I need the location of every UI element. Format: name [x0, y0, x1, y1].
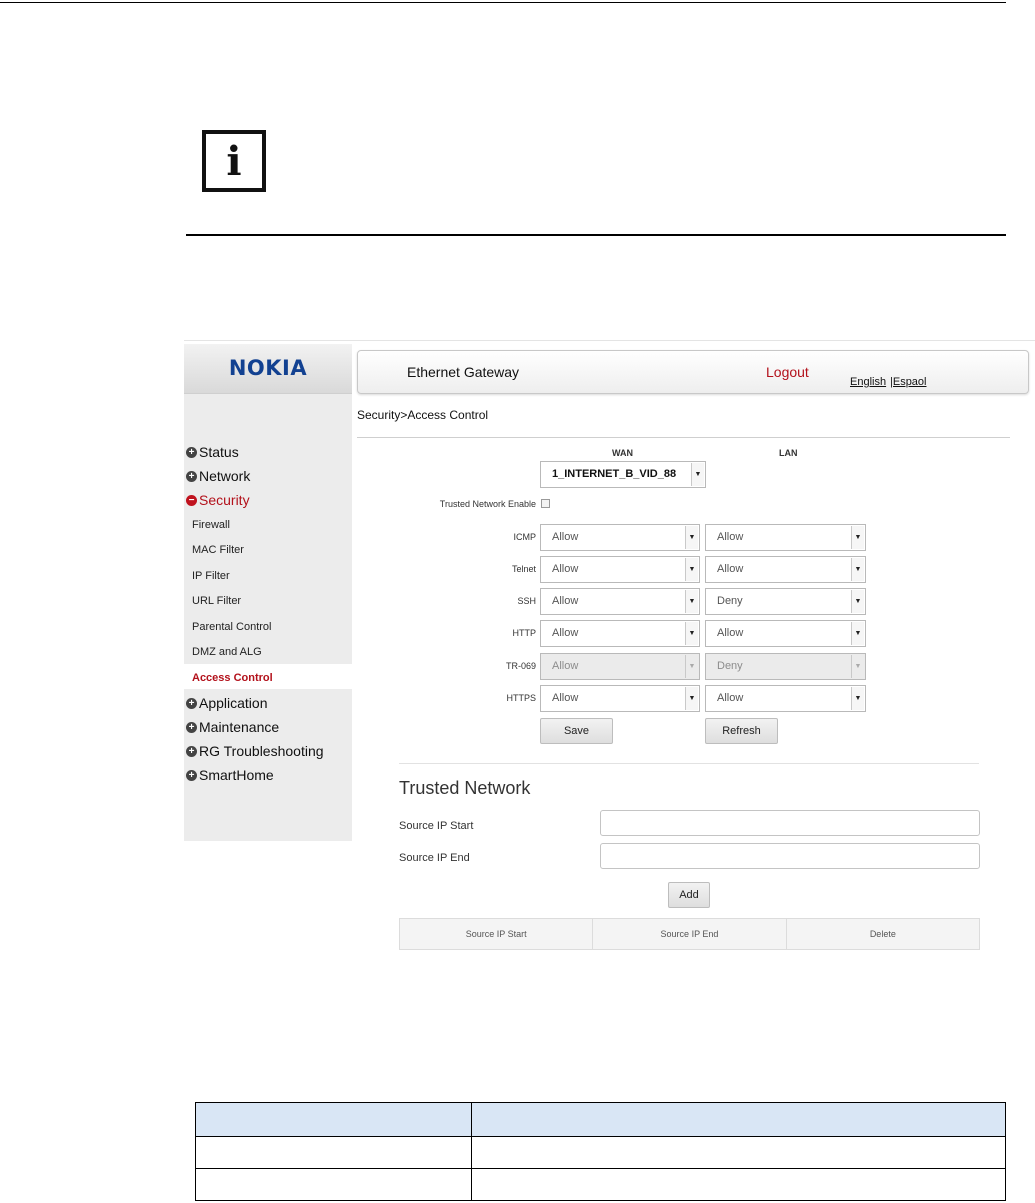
source-ip-start-input[interactable]: [600, 810, 980, 836]
wan-interface-select[interactable]: 1_INTERNET_B_VID_88 ▼: [540, 461, 706, 488]
breadcrumb-divider: [357, 437, 1010, 438]
dropdown-arrow-icon: ▼: [685, 655, 698, 678]
source-ip-end-label: Source IP End: [399, 852, 470, 864]
https-wan-select[interactable]: Allow ▼: [540, 685, 700, 712]
service-label-http: HTTP: [512, 628, 536, 638]
source-ip-end-input[interactable]: [600, 843, 980, 869]
source-ip-start-label: Source IP Start: [399, 820, 474, 832]
dropdown-arrow-icon: ▼: [691, 463, 704, 486]
service-label-icmp: ICMP: [513, 532, 536, 542]
lang-english-link[interactable]: English: [850, 376, 887, 388]
dropdown-arrow-icon: ▼: [685, 526, 698, 549]
http-wan-select[interactable]: Allow ▼: [540, 620, 700, 647]
table-cell: [196, 1137, 472, 1169]
wan-column-header: WAN: [612, 448, 633, 458]
logout-link[interactable]: Logout: [766, 364, 809, 380]
trusted-network-title: Trusted Network: [399, 778, 531, 798]
expand-plus-icon: +: [186, 746, 197, 757]
save-button[interactable]: Save: [540, 718, 613, 744]
service-label-tr069: TR-069: [505, 661, 536, 671]
trusted-network-table: [399, 918, 980, 950]
expand-plus-icon: +: [186, 447, 197, 458]
telnet-wan-select[interactable]: Allow ▼: [540, 556, 700, 583]
expand-plus-icon: +: [186, 770, 197, 781]
table-cell: [472, 1137, 1006, 1169]
sidebar-item-maintenance[interactable]: + Maintenance: [186, 718, 279, 736]
sidebar-item-network[interactable]: + Network: [186, 467, 250, 485]
sidebar-sub-firewall[interactable]: Firewall: [192, 519, 230, 531]
icmp-wan-select[interactable]: Allow ▼: [540, 524, 700, 551]
nokia-logo: NOKIA: [228, 356, 308, 380]
lang-espanol-link[interactable]: |Espaol: [890, 376, 927, 388]
page-top-rule: [0, 2, 1006, 3]
table-header-row: [196, 1103, 1006, 1137]
section-divider: [399, 763, 979, 764]
trusted-network-enable-checkbox[interactable]: [541, 499, 550, 508]
sidebar-sub-ip-filter[interactable]: IP Filter: [192, 570, 230, 582]
sidebar-item-status[interactable]: + Status: [186, 443, 239, 461]
icmp-lan-select[interactable]: Allow ▼: [705, 524, 866, 551]
ssh-lan-select[interactable]: Deny ▼: [705, 588, 866, 615]
breadcrumb: Security>Access Control: [357, 408, 489, 422]
sidebar-sub-parental-control[interactable]: Parental Control: [192, 621, 272, 633]
dropdown-arrow-icon: ▼: [685, 622, 698, 645]
dropdown-arrow-icon: ▼: [851, 622, 864, 645]
info-icon: [202, 130, 266, 192]
tr069-lan-select: Deny ▼: [705, 653, 866, 680]
add-button[interactable]: Add: [668, 882, 710, 908]
https-lan-select[interactable]: Allow ▼: [705, 685, 866, 712]
table-cell: [472, 1169, 1006, 1201]
sidebar-item-smarthome[interactable]: + SmartHome: [186, 766, 274, 784]
sidebar-sub-access-control[interactable]: Access Control: [192, 672, 273, 684]
telnet-lan-select[interactable]: Allow ▼: [705, 556, 866, 583]
dropdown-arrow-icon: ▼: [685, 590, 698, 613]
column-header-source-ip-start: Source IP Start: [400, 919, 593, 949]
service-label-telnet: Telnet: [511, 564, 536, 574]
refresh-button[interactable]: Refresh: [705, 718, 778, 744]
dropdown-arrow-icon: ▼: [851, 526, 864, 549]
note-rule: [186, 234, 1006, 236]
document-table: [195, 1102, 1006, 1201]
http-lan-select[interactable]: Allow ▼: [705, 620, 866, 647]
dropdown-arrow-icon: ▼: [685, 558, 698, 581]
expand-plus-icon: +: [186, 471, 197, 482]
lan-column-header: LAN: [779, 448, 798, 458]
column-header-source-ip-end: Source IP End: [593, 919, 786, 949]
dropdown-arrow-icon: ▼: [685, 687, 698, 710]
table-header-cell: [196, 1103, 472, 1137]
table-header-cell: [472, 1103, 1006, 1137]
service-label-ssh: SSH: [517, 596, 536, 606]
dropdown-arrow-icon: ▼: [851, 655, 864, 678]
service-label-https: HTTPS: [506, 693, 536, 703]
sidebar-item-security[interactable]: − Security: [186, 491, 250, 509]
dropdown-arrow-icon: ▼: [851, 590, 864, 613]
expand-plus-icon: +: [186, 722, 197, 733]
table-cell: [196, 1169, 472, 1201]
dropdown-arrow-icon: ▼: [851, 558, 864, 581]
screenshot-top-border: [184, 340, 1035, 341]
tr069-wan-select: Allow ▼: [540, 653, 700, 680]
collapse-minus-icon: −: [186, 495, 197, 506]
trusted-network-enable-label: Trusted Network Enable: [439, 499, 536, 509]
sidebar-item-rg-troubleshooting[interactable]: + RG Troubleshooting: [186, 742, 324, 760]
sidebar-sub-url-filter[interactable]: URL Filter: [192, 595, 242, 607]
sidebar-item-application[interactable]: + Application: [186, 694, 268, 712]
app-title: Ethernet Gateway: [407, 364, 520, 380]
column-header-delete: Delete: [869, 929, 896, 939]
sidebar-sub-mac-filter[interactable]: MAC Filter: [192, 544, 244, 556]
ssh-wan-select[interactable]: Allow ▼: [540, 588, 700, 615]
sidebar-sub-dmz-alg[interactable]: DMZ and ALG: [192, 646, 262, 658]
info-glyph: i: [226, 138, 242, 185]
dropdown-arrow-icon: ▼: [851, 687, 864, 710]
table-row: [196, 1169, 1006, 1201]
table-row: [196, 1137, 1006, 1169]
expand-plus-icon: +: [186, 698, 197, 709]
